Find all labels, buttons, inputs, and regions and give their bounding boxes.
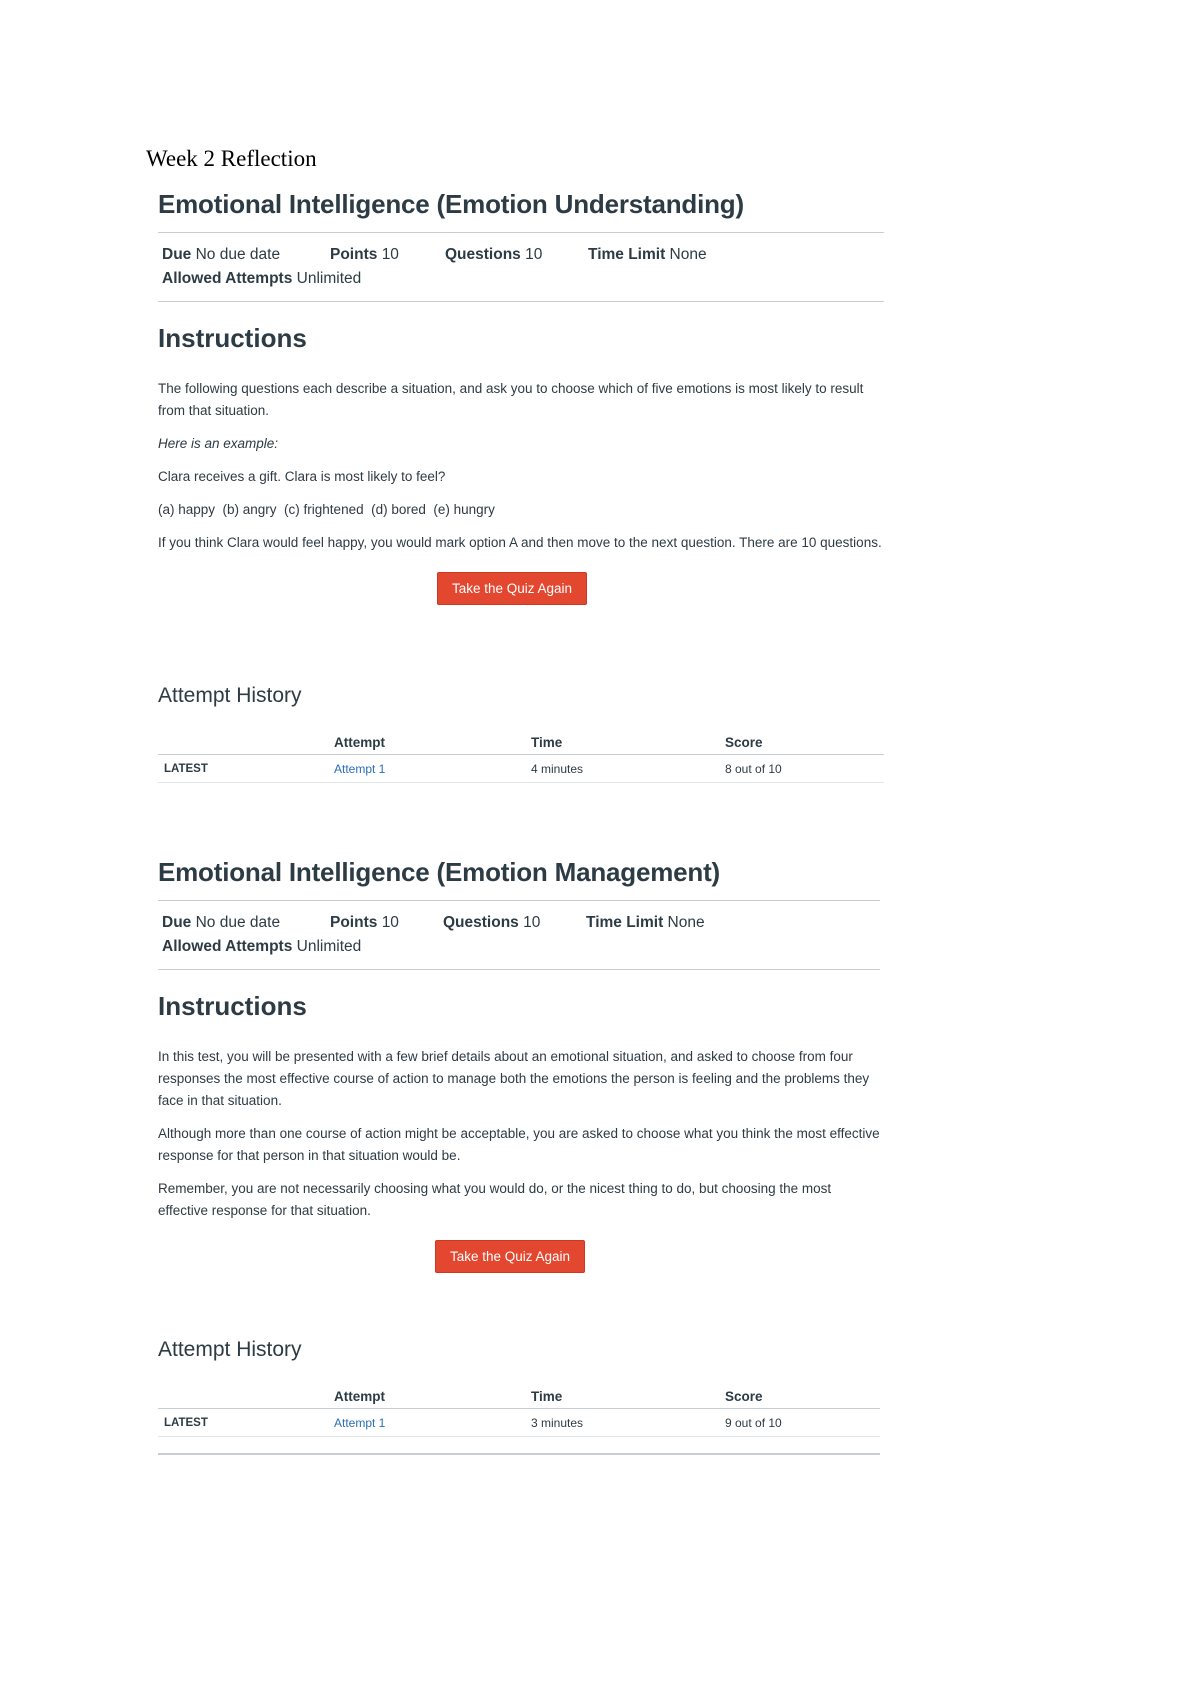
meta-label: Allowed Attempts bbox=[162, 938, 293, 955]
meta-label: Questions bbox=[445, 246, 521, 263]
column-header: Score bbox=[719, 1383, 880, 1409]
meta-points bbox=[330, 911, 399, 935]
meta-questions bbox=[443, 911, 540, 935]
meta-label: Points bbox=[330, 914, 378, 931]
quiz-meta bbox=[158, 900, 880, 970]
column-header bbox=[158, 729, 328, 755]
score-cell: 8 out of 10 bbox=[719, 755, 884, 783]
meta-value: 10 bbox=[381, 914, 399, 931]
instructions-heading: Instructions bbox=[158, 323, 307, 353]
meta-attempts bbox=[162, 267, 361, 291]
meta-label: Due bbox=[162, 246, 192, 263]
attempt-history-heading: Attempt History bbox=[158, 684, 302, 707]
meta-value: None bbox=[667, 914, 705, 931]
instructions-paragraph: Remember, you are not necessarily choosing what you would do, or the nicest thing to do, but choosing the most effective response for that situation. bbox=[158, 1181, 832, 1218]
column-header: Attempt bbox=[328, 729, 525, 755]
instructions-paragraph: Although more than one course of action might be acceptable, you are asked to choose what you think the most effective response for that person in that situation would be. bbox=[158, 1126, 880, 1163]
attempt-cell bbox=[328, 1409, 525, 1437]
meta-time-limit bbox=[586, 911, 705, 935]
take-quiz-again-button[interactable]: Take the Quiz Again bbox=[437, 572, 587, 605]
quiz-section-understanding bbox=[158, 184, 884, 783]
section-divider bbox=[158, 1453, 880, 1455]
button-wrap bbox=[158, 1240, 880, 1273]
instructions-paragraph: In this test, you will be presented with a few brief details about an emotional situation, and asked to choose from four responses the most effective course of action to manage both the emotions the person is feeling and the problems they face in that situation. bbox=[158, 1049, 870, 1108]
column-header: Attempt bbox=[328, 1383, 525, 1409]
quiz-title: Emotional Intelligence (Emotion Understanding) bbox=[158, 189, 744, 219]
table-row bbox=[158, 755, 884, 783]
meta-value: Unlimited bbox=[296, 938, 362, 955]
attempt-link[interactable]: Attempt 1 bbox=[334, 1416, 386, 1430]
instructions-paragraph: Clara receives a gift. Clara is most likely to feel? bbox=[158, 469, 446, 484]
button-wrap bbox=[158, 572, 884, 605]
instructions-paragraph: The following questions each describe a situation, and ask you to choose which of five emotions is most likely to result from that situation. bbox=[158, 381, 864, 418]
meta-questions bbox=[445, 243, 542, 267]
column-header: Score bbox=[719, 729, 884, 755]
score-cell: 9 out of 10 bbox=[719, 1409, 880, 1437]
attempt-history-table bbox=[158, 1383, 880, 1437]
meta-label: Questions bbox=[443, 914, 519, 931]
table-header-row bbox=[158, 729, 884, 755]
meta-attempts bbox=[162, 935, 361, 959]
meta-row bbox=[162, 935, 876, 959]
quiz-title: Emotional Intelligence (Emotion Management) bbox=[158, 857, 721, 887]
column-header bbox=[158, 1383, 328, 1409]
time-cell: 4 minutes bbox=[525, 755, 719, 783]
meta-row bbox=[162, 267, 880, 291]
quiz-section-management bbox=[158, 852, 880, 1455]
attempt-link[interactable]: Attempt 1 bbox=[334, 762, 386, 776]
meta-value: 10 bbox=[523, 914, 541, 931]
meta-value: No due date bbox=[195, 246, 281, 263]
quiz-meta bbox=[158, 232, 884, 302]
meta-label: Allowed Attempts bbox=[162, 270, 293, 287]
meta-value: No due date bbox=[195, 914, 281, 931]
column-header: Time bbox=[525, 729, 719, 755]
meta-label: Time Limit bbox=[586, 914, 664, 931]
meta-value: 10 bbox=[525, 246, 543, 263]
instructions-paragraph: (a) happy (b) angry (c) frightened (d) bored (e) hungry bbox=[158, 502, 495, 517]
instructions-paragraph: Here is an example: bbox=[158, 436, 279, 451]
meta-label: Due bbox=[162, 914, 192, 931]
attempt-history-table bbox=[158, 729, 884, 783]
attempt-cell bbox=[328, 755, 525, 783]
latest-tag: LATEST bbox=[158, 755, 328, 783]
meta-time-limit bbox=[588, 243, 707, 267]
meta-due bbox=[162, 243, 280, 267]
meta-points bbox=[330, 243, 399, 267]
meta-value: None bbox=[669, 246, 707, 263]
take-quiz-again-button[interactable]: Take the Quiz Again bbox=[435, 1240, 585, 1273]
latest-tag: LATEST bbox=[158, 1409, 328, 1437]
instructions-paragraph: If you think Clara would feel happy, you would mark option A and then move to the next question. There are 10 questions. bbox=[158, 535, 882, 550]
instructions-heading: Instructions bbox=[158, 991, 307, 1021]
time-cell: 3 minutes bbox=[525, 1409, 719, 1437]
document-title: Week 2 Reflection bbox=[146, 146, 317, 171]
meta-row bbox=[162, 243, 880, 267]
column-header: Time bbox=[525, 1383, 719, 1409]
meta-label: Points bbox=[330, 246, 378, 263]
table-row bbox=[158, 1409, 880, 1437]
meta-due bbox=[162, 911, 280, 935]
table-header-row bbox=[158, 1383, 880, 1409]
meta-value: Unlimited bbox=[296, 270, 362, 287]
attempt-history-heading: Attempt History bbox=[158, 1338, 302, 1361]
meta-row bbox=[162, 911, 876, 935]
meta-value: 10 bbox=[381, 246, 399, 263]
meta-label: Time Limit bbox=[588, 246, 666, 263]
